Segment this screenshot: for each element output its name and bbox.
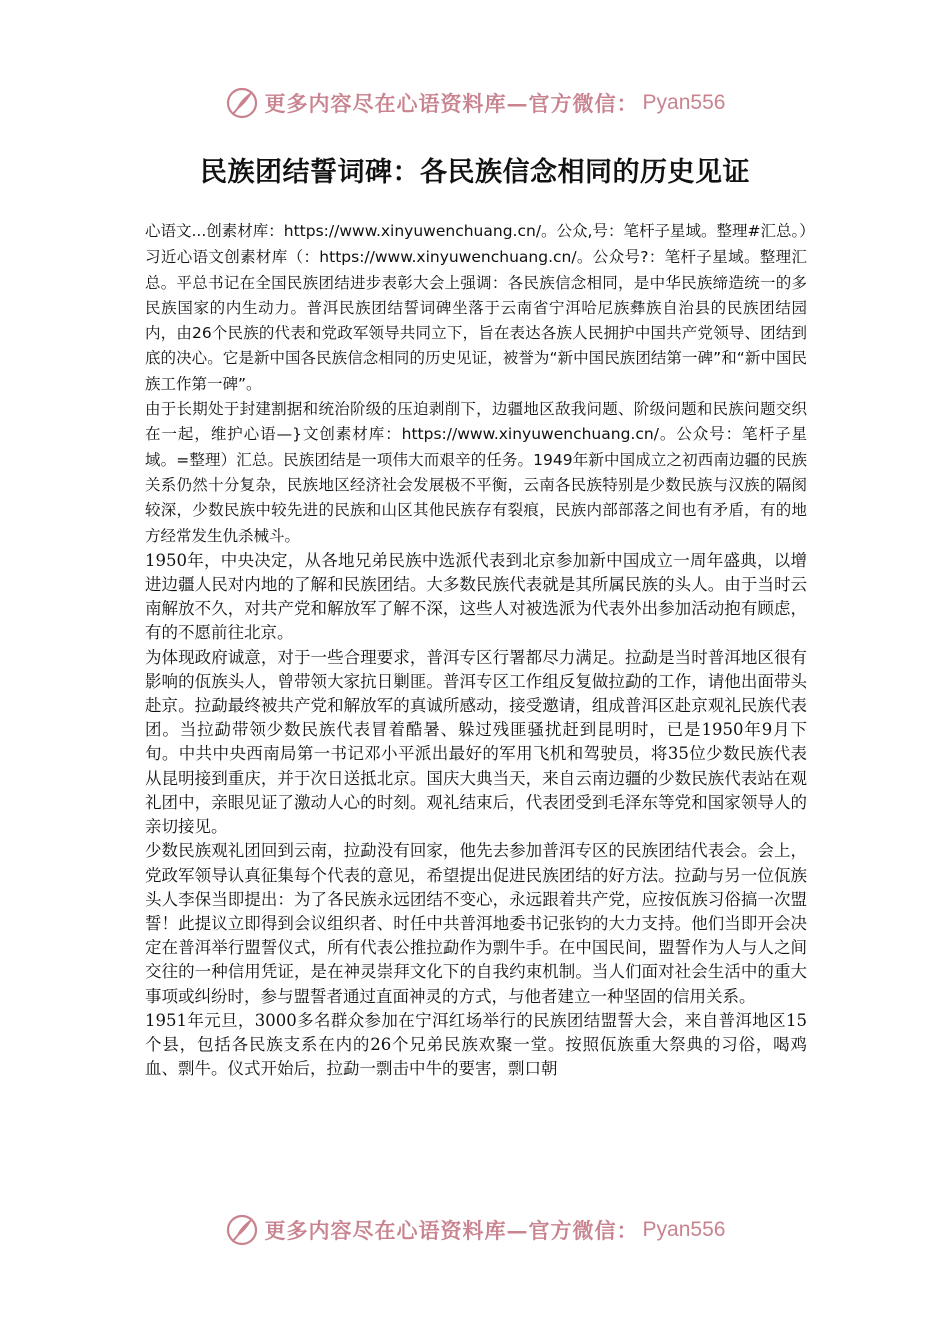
banner-text: 更多内容尽在心语资料库—官方微信： [264, 91, 639, 116]
intro-paragraph: 习近心语文创素材库（：https://www.xinyuwenchuang.cn/。公众号?：笔杆子星域。整理汇总。平总书记在全国民族团结进步表彰大会上强调：各民族信念相同，是中华民族缔造统一的多民族国家的内生动力。普洱民族团结誓词碑坐落于云南省宁洱哈尼族彝族自治县的民族团结园内，由26个民族的代表和党政军领导共同立下，旨在表达各族人民拥护中国共产党领导、团结到底的决心。它是新中国各民族信念相同的历史见证，被誉为“新中国民族团结第一碑”和“新中国民族工作第一碑”。 [145, 248, 807, 393]
banner-wechat-id: Pyan556 [642, 91, 726, 114]
quill-logo-icon [225, 86, 259, 120]
body-paragraph: 少数民族观礼团回到云南，拉勐没有回家，他先去参加普洱专区的民族团结代表会。会上，党政军领导认真征集每个代表的意见，希望提出促进民族团结的好方法。拉勐与另一位佤族头人李保当即提出：为了各民族永远团结不变心，永远跟着共产党，应按佤族习俗搞一次盟誓！此提议立即得到会议组织者、时任中共普洱地委书记张钧的大力支持。他们当即开会决定在普洱举行盟誓仪式，所有代表公推拉勐作为剽牛手。在中国民间，盟誓作为人与人之间交往的一种信用凭证，是在神灵崇拜文化下的自我约束机制。当人们面对社会生活中的重大事项或纠纷时，参与盟誓者通过直面神灵的方式，与他者建立一种坚固的信用关系。 [145, 841, 807, 1006]
quill-logo-icon [225, 1213, 259, 1247]
intro-paragraph: 由于长期处于封建割据和统治阶级的压迫剥削下，边疆地区敌我问题、阶级问题和民族问题交织在一起，维护心语—}文创素材库：https://www.xinyuwenchuang.cn/。公众号：笔杆子星域。=整理）汇总。民族团结是一项伟大而艰辛的任务。1949年新中国成立之初西南边疆的民族关系仍然十分复杂，民族地区经济社会发展极不平衡，云南各民族特别是少数民族与汉族的隔阂较深，少数民族中较先进的民族和山区其他民族存有裂痕，民族内部部落之间也有矛盾，有的地方经常发生仇杀械斗。 [145, 400, 807, 545]
body-paragraph: 1950年，中央决定，从各地兄弟民族中选派代表到北京参加新中国成立一周年盛典，以增进边疆人民对内地的了解和民族团结。大多数民族代表就是其所属民族的头人。由于当时云南解放不久，对共产党和解放军了解不深，这些人对被选派为代表外出参加活动抱有顾虑，有的不愿前往北京。 [145, 550, 807, 643]
banner-wechat-id: Pyan556 [642, 1218, 726, 1241]
body-paragraph: 1951年元旦，3000多名群众参加在宁洱红场举行的民族团结盟誓大会，来自普洱地区15个县，包括各民族支系在内的26个兄弟民族欢聚一堂。按照佤族重大祭典的习俗，喝鸡血、剽牛。仪式开始后，拉勐一剽击中牛的要害，剽口朝 [145, 1010, 807, 1079]
source-line: 心语文...创素材库：https://www.xinyuwenchuang.cn/。公众,号：笔杆子星域。整理#汇总。） [145, 222, 815, 240]
document-body [145, 219, 815, 1081]
header-banner [0, 81, 950, 125]
footer-banner [0, 1208, 950, 1252]
body-paragraph: 为体现政府诚意，对于一些合理要求，普洱专区行署都尽力满足。拉勐是当时普洱地区很有影响的佤族头人，曾带领大家抗日剿匪。普洱专区工作组反复做拉勐的工作，请他出面带头赴京。拉勐最终被共产党和解放军的真诚所感动，接受邀请，组成普洱区赴京观礼民族代表团。当拉勐带领少数民族代表冒着酷暑、躲过残匪骚扰赶到昆明时，已是1950年9月下旬。中共中央西南局第一书记邓小平派出最好的军用飞机和驾驶员，将35位少数民族代表从昆明接到重庆，并于次日送抵北京。国庆大典当天，来自云南边疆的少数民族代表站在观礼团中，亲眼见证了激动人心的时刻。观礼结束后，代表团受到毛泽东等党和国家领导人的亲切接见。 [145, 647, 807, 837]
banner-text: 更多内容尽在心语资料库—官方微信： [264, 1218, 639, 1243]
document-title: 民族团结誓词碑：各民族信念相同的历史见证 [200, 157, 750, 188]
